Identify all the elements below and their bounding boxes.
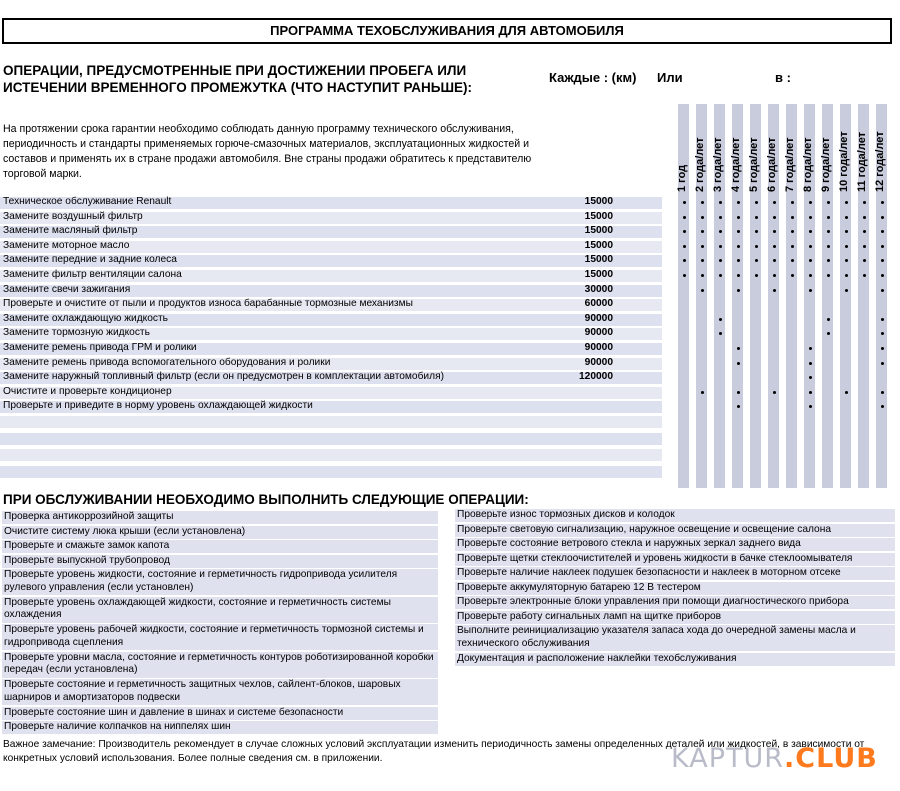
schedule-dot	[791, 201, 794, 204]
schedule-dot	[773, 201, 776, 204]
schedule-dot	[737, 201, 740, 204]
year-header: 3 года/лет	[712, 137, 724, 192]
schedule-dot	[881, 318, 884, 321]
schedule-dot	[755, 245, 758, 248]
year-header: 11 года/лет	[856, 131, 868, 192]
schedule-dot	[701, 216, 704, 219]
schedule-row-label: Замените ремень привода ГРМ и ролики	[3, 342, 197, 353]
schedule-row-km: 15000	[584, 196, 613, 207]
operation-right-item: Проверьте состояние ветрового стекла и наружных зеркал заднего вида	[455, 538, 895, 551]
operation-left-item: Проверьте и смажьте замок капота	[2, 540, 438, 553]
schedule-dot	[683, 274, 686, 277]
schedule-dot	[863, 216, 866, 219]
schedule-dot	[881, 362, 884, 365]
schedule-dot	[881, 245, 884, 248]
year-header: 12 года/лет	[874, 131, 886, 192]
operation-left-item: Проверьте уровни масла, состояние и герметичность контуров роботизированной коробки передач (если установлена)	[2, 652, 438, 678]
every-km-label: Каждые : (км)	[549, 70, 637, 85]
schedule-row-km: 90000	[584, 356, 613, 368]
schedule-dot	[755, 201, 758, 204]
schedule-dot	[701, 289, 704, 292]
in-label: в :	[775, 70, 791, 85]
year-header: 4 года/лет	[730, 137, 742, 192]
schedule-dot	[809, 391, 812, 394]
year-header: 5 года/лет	[748, 137, 760, 192]
schedule-dot	[827, 201, 830, 204]
schedule-dot	[827, 245, 830, 248]
schedule-dot	[863, 245, 866, 248]
operation-left-item: Проверьте состояние шин и давление в шинах и системе безопасности	[2, 707, 438, 720]
schedule-dot	[719, 216, 722, 219]
schedule-row-label: Проверьте и очистите от пыли и продуктов износа барабанные тормозные механизмы	[3, 298, 413, 310]
schedule-row-km: 60000	[584, 298, 613, 310]
schedule-row-label: Замените фильтр вентиляции салона	[3, 269, 182, 280]
schedule-heading: ОПЕРАЦИИ, ПРЕДУСМОТРЕННЫЕ ПРИ ДОСТИЖЕНИИ ПРОБЕГА ИЛИ ИСТЕЧЕНИИ ВРЕМЕННОГО ПРОМЕЖУТКА (ЧТО НАСТУПИТ РАНЬШЕ):	[3, 63, 473, 95]
schedule-dot	[863, 274, 866, 277]
schedule-dot	[737, 245, 740, 248]
operation-left-item: Проверка антикоррозийной защиты	[2, 511, 438, 524]
schedule-dot	[863, 201, 866, 204]
schedule-row-km: 15000	[584, 210, 613, 222]
schedule-dot	[773, 216, 776, 219]
operation-right-item: Проверьте щетки стеклоочистителей и уровень жидкости в бачке стеклоомывателя	[455, 553, 895, 566]
schedule-row-label: Замените масляный фильтр	[3, 225, 138, 237]
schedule-dot	[827, 216, 830, 219]
schedule-row-label: Техническое обслуживание Renault	[3, 196, 172, 207]
schedule-dot	[845, 201, 848, 204]
schedule-dot	[737, 216, 740, 219]
page-title: ПРОГРАММА ТЕХОБСЛУЖИВАНИЯ ДЛЯ АВТОМОБИЛЯ	[2, 18, 892, 44]
operation-left-item: Проверьте уровень рабочей жидкости, состояние и герметичность тормозной системы и гидропривода сцепления	[2, 624, 438, 650]
schedule-dot	[845, 289, 848, 292]
schedule-dot	[773, 245, 776, 248]
schedule-dot	[755, 216, 758, 219]
schedule-dot	[827, 274, 830, 277]
operation-right-item: Проверьте аккумуляторную батарею 12 В тестером	[455, 582, 895, 595]
schedule-dot	[701, 391, 704, 394]
schedule-dot	[809, 274, 812, 277]
schedule-dot	[881, 274, 884, 277]
operation-left-item: Очистите систему люка крыши (если установлена)	[2, 526, 438, 539]
schedule-row-label: Замените передние и задние колеса	[3, 254, 177, 266]
schedule-dot	[791, 245, 794, 248]
schedule-dot	[809, 245, 812, 248]
or-label: Или	[657, 70, 683, 85]
year-header: 8 года/лет	[802, 137, 814, 192]
operation-left-item: Проверьте наличие колпачков на ниппелях шин	[2, 721, 438, 734]
operation-left-item: Проверьте уровень жидкости, состояние и герметичность гидропривода усилителя рулевого управления (если установлен)	[2, 569, 438, 595]
schedule-row-label: Замените моторное масло	[3, 239, 130, 251]
schedule-dot	[737, 362, 740, 365]
operations-heading: ПРИ ОБСЛУЖИВАНИИ НЕОБХОДИМО ВЫПОЛНИТЬ СЛЕДУЮЩИЕ ОПЕРАЦИИ:	[3, 492, 529, 507]
schedule-dot	[881, 391, 884, 394]
schedule-dot	[773, 391, 776, 394]
row-band	[0, 433, 662, 445]
operation-left-item: Проверьте состояние и герметичность защитных чехлов, сайлент-блоков, шаровых шарниров и амортизаторов подвески	[2, 679, 438, 705]
schedule-row-km: 15000	[584, 239, 613, 251]
schedule-row-km: 15000	[584, 269, 613, 280]
schedule-dot	[719, 245, 722, 248]
schedule-dot	[845, 391, 848, 394]
schedule-dot	[701, 201, 704, 204]
schedule-dot	[881, 216, 884, 219]
schedule-dot	[809, 216, 812, 219]
schedule-dot	[773, 289, 776, 292]
row-band	[0, 416, 662, 428]
schedule-row-km: 120000	[579, 371, 613, 383]
year-header: 6 года/лет	[766, 137, 778, 192]
operation-right-item: Проверьте световую сигнализацию, наружное освещение и освещение салона	[455, 524, 895, 537]
schedule-dot	[809, 362, 812, 365]
year-header: 10 года/лет	[838, 131, 850, 192]
schedule-dot	[701, 245, 704, 248]
schedule-row-km: 15000	[584, 225, 613, 237]
row-band	[0, 466, 662, 478]
schedule-row-km: 90000	[584, 327, 613, 339]
year-header: 9 года/лет	[820, 137, 832, 192]
schedule-dot	[881, 347, 884, 350]
important-note: Важное замечание: Производитель рекомендует в случае сложных условий эксплуатации изменить периодичность замены определенных деталей или жидкостей, в зависимости от конкретных условий использования. Более полные сведения см. в приложении.	[3, 739, 865, 764]
schedule-row-km: 15000	[584, 254, 613, 266]
schedule-dot	[773, 274, 776, 277]
schedule-row-label: Замените воздушный фильтр	[3, 210, 143, 222]
operation-right-item: Проверьте электронные блоки управления при помощи диагностического прибора	[455, 596, 895, 609]
schedule-row-km: 90000	[584, 312, 613, 324]
schedule-dot	[845, 245, 848, 248]
operation-right-item: Проверьте работу сигнальных ламп на щитке приборов	[455, 611, 895, 624]
intro-text: На протяжении срока гарантии необходимо соблюдать данную программу технического обслуживания, периодичность и стандарты применяемых горюче-смазочных материалов, эксплуатационных жидкостей и составов и применять их в стране продажи автомобиля. Вне страны продажи обратитесь к представителю торговой марки.	[3, 123, 532, 180]
schedule-dot	[719, 274, 722, 277]
year-header: 7 года/лет	[784, 137, 796, 192]
row-band	[0, 449, 662, 461]
schedule-dot	[737, 289, 740, 292]
schedule-dot	[881, 201, 884, 204]
schedule-dot	[683, 216, 686, 219]
schedule-dot	[791, 274, 794, 277]
operation-right-item: Проверьте износ тормозных дисков и колодок	[455, 509, 895, 522]
schedule-dot	[719, 318, 722, 321]
schedule-dot	[737, 274, 740, 277]
schedule-dot	[809, 347, 812, 350]
operation-right-item: Выполните реинициализацию указателя запаса хода до очередной замены масла и технического обслуживания	[455, 625, 895, 651]
year-header: 1 год	[676, 164, 688, 192]
schedule-row-km: 30000	[584, 283, 613, 295]
schedule-dot	[701, 274, 704, 277]
schedule-row-label: Замените ремень привода вспомогательного оборудования и ролики	[3, 356, 331, 368]
schedule-dot	[683, 245, 686, 248]
schedule-dot	[737, 347, 740, 350]
schedule-row-label: Замените охлаждающую жидкость	[3, 312, 168, 324]
schedule-dot	[683, 201, 686, 204]
operation-left-item: Проверьте уровень охлаждающей жидкости, состояние и герметичность системы охлаждения	[2, 597, 438, 623]
site-logo: KAPTUR.CLUB	[671, 743, 878, 774]
schedule-dot	[827, 318, 830, 321]
schedule-dot	[755, 274, 758, 277]
schedule-row-km: 90000	[584, 342, 613, 353]
schedule-dot	[809, 289, 812, 292]
schedule-row-label: Замените наружный топливный фильтр (если он предусмотрен в комплектации автомобиля)	[3, 371, 444, 383]
year-header: 2 года/лет	[694, 137, 706, 192]
schedule-dot	[881, 289, 884, 292]
operation-left-item: Проверьте выпускной трубопровод	[2, 555, 438, 568]
schedule-dot	[791, 216, 794, 219]
operation-right-item: Проверьте наличие наклеек подушек безопасности и наклеек в моторном отсеке	[455, 567, 895, 580]
schedule-dot	[719, 201, 722, 204]
schedule-row-label: Замените тормозную жидкость	[3, 327, 150, 339]
schedule-row-label: Очистите и проверьте кондиционер	[3, 385, 172, 397]
schedule-row-label: Проверьте и приведите в норму уровень охлаждающей жидкости	[3, 400, 313, 412]
operation-right-item: Документация и расположение наклейки техобслуживания	[455, 653, 895, 666]
schedule-dot	[809, 201, 812, 204]
schedule-dot	[845, 216, 848, 219]
schedule-dot	[737, 391, 740, 394]
schedule-dot	[845, 274, 848, 277]
schedule-row-label: Замените свечи зажигания	[3, 283, 131, 295]
